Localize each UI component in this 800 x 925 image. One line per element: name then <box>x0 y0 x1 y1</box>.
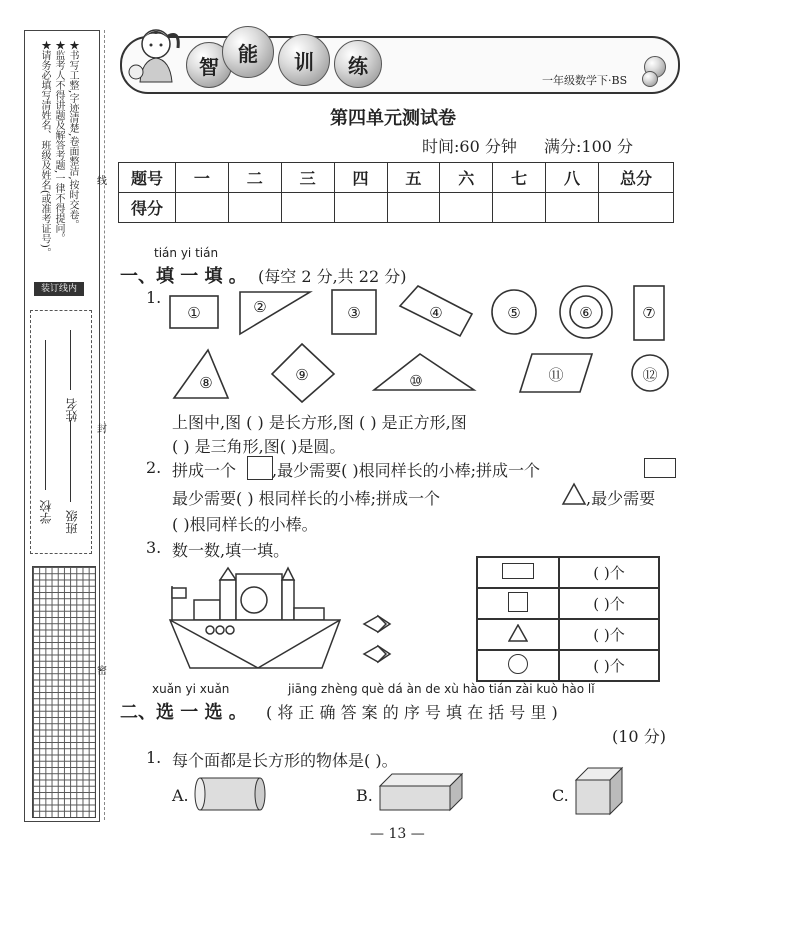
exam-note-2: ★监考人不得讲题及解答考题,一律不得提问。 <box>53 40 64 244</box>
count-answer-cell[interactable]: ( )个 <box>559 619 659 650</box>
s2-q1-text: 每个面都是长方形的物体是( )。 <box>172 751 398 770</box>
exam-note-3: ★书写工整,字迹清楚,卷面整洁,按时交卷。 <box>67 40 78 230</box>
q1-line-1: 上图中,图 ( ) 是长方形,图 ( ) 是正方形,图 <box>172 413 467 432</box>
q3-number: 3. <box>146 538 162 557</box>
score-header-cell: 七 <box>493 163 546 193</box>
score-cell[interactable] <box>493 193 546 223</box>
shape-label-2: ② <box>253 298 267 316</box>
section1-pinyin: tián yi tián <box>154 246 219 260</box>
square-icon <box>508 592 528 612</box>
shape-label-7: ⑦ <box>642 304 656 322</box>
cube-icon <box>574 766 624 816</box>
count-row-triangle <box>477 619 659 650</box>
square-icon <box>247 456 273 480</box>
score-cell[interactable] <box>176 193 229 223</box>
triangle-icon <box>508 624 528 642</box>
boat-illustration <box>164 562 404 674</box>
shape-label-10: ⑩ <box>409 372 423 390</box>
section2-points: (10 分) <box>612 727 666 746</box>
score-cell[interactable] <box>440 193 493 223</box>
shape-label-3: ③ <box>347 304 361 322</box>
score-header-cell: 一 <box>176 163 229 193</box>
score-cell[interactable] <box>599 193 674 223</box>
page-number: — 13 — <box>370 826 425 842</box>
count-answer-cell[interactable]: ( )个 <box>559 588 659 619</box>
q2-text-2: ,最少需要( )根同样长的小棒;拼成一个 <box>272 461 541 480</box>
score-header-cell: 六 <box>440 163 493 193</box>
score-header-cell: 三 <box>281 163 334 193</box>
shape-label-12: ⑫ <box>642 366 658 384</box>
score-cell[interactable] <box>281 193 334 223</box>
exam-note-1: ★请务必填写清姓名、班级及姓名(或准考证号)。 <box>39 40 50 258</box>
q2-text-3: 最少需要( ) 根同样长的小棒;拼成一个 <box>172 489 441 508</box>
q1-number: 1. <box>146 288 162 307</box>
count-row-circle <box>477 650 659 681</box>
s2-q1-number: 1. <box>146 748 162 767</box>
q2-number: 2. <box>146 458 162 477</box>
score-table-score-row <box>119 193 674 223</box>
class-field[interactable] <box>70 420 71 502</box>
shape-10-triangle <box>374 354 474 390</box>
shape-2-triangle <box>240 292 310 334</box>
score-header-cell: 四 <box>334 163 387 193</box>
score-table <box>118 162 674 223</box>
shape-label-11: ⑪ <box>548 366 564 384</box>
section2-heading: 二、选 一 选 。 <box>120 702 247 723</box>
q2-text-5: ( )根同样长的小棒。 <box>172 515 318 534</box>
count-shape-cell <box>477 650 559 681</box>
section2-pinyin-b: jiāng zhèng què dá àn de xù hào tián zài kuò hào lǐ <box>288 682 595 696</box>
score-header-cell: 题号 <box>119 163 176 193</box>
option-a-label[interactable]: A. <box>172 786 189 805</box>
triangle-icon <box>561 482 587 506</box>
count-shape-cell <box>477 588 559 619</box>
rectangle-icon <box>502 563 534 579</box>
banner-char-1: 智 <box>186 42 232 88</box>
score-header-cell: 八 <box>546 163 599 193</box>
shapes-figure <box>160 282 680 408</box>
girl-illustration <box>122 22 186 92</box>
count-answer-cell[interactable]: ( )个 <box>559 650 659 681</box>
school-label: 学校 <box>39 500 53 524</box>
school-field[interactable] <box>45 340 46 490</box>
option-c-label[interactable]: C. <box>552 786 569 805</box>
answer-grid <box>32 566 96 818</box>
count-shape-cell <box>477 619 559 650</box>
count-row-rectangle <box>477 557 659 588</box>
count-shape-cell <box>477 557 559 588</box>
score-cell[interactable] <box>387 193 440 223</box>
q1-line-2: ( ) 是三角形,图( )是圆。 <box>172 437 346 456</box>
count-table <box>476 556 660 682</box>
count-row-square <box>477 588 659 619</box>
section2-pinyin-a: xuǎn yi xuǎn <box>152 682 230 696</box>
score-header-cell: 二 <box>228 163 281 193</box>
name-label: 姓名 <box>65 398 79 422</box>
rectangle-icon <box>644 458 676 478</box>
score-cell[interactable] <box>228 193 281 223</box>
score-cell[interactable] <box>334 193 387 223</box>
score-cell[interactable] <box>546 193 599 223</box>
score-row-label: 得分 <box>119 193 176 223</box>
grade-label: 一年级数学下·BS <box>542 74 628 87</box>
exam-title: 第四单元测试卷 <box>330 108 456 129</box>
banner-char-4: 练 <box>334 40 382 88</box>
score-table-header-row <box>119 163 674 193</box>
cylinder-icon <box>194 774 268 814</box>
shape-label-4: ④ <box>429 304 443 322</box>
time-limit: 时间:60 分钟 <box>422 137 517 156</box>
binding-badge: 装订线内 <box>34 282 84 296</box>
q2-text-1: 拼成一个 <box>172 461 237 480</box>
shape-label-5: ⑤ <box>507 304 521 322</box>
score-header-cell: 五 <box>387 163 440 193</box>
shape-label-8: ⑧ <box>199 374 213 392</box>
section1-heading: 一、填 一 填 。 <box>120 266 247 287</box>
count-answer-cell[interactable]: ( )个 <box>559 557 659 588</box>
full-score: 满分:100 分 <box>544 137 634 156</box>
cuboid-icon <box>378 772 464 812</box>
shape-label-9: ⑨ <box>295 366 309 384</box>
section1-points: (每空 2 分,共 22 分) <box>258 267 407 286</box>
circle-icon <box>508 654 528 674</box>
q3-text: 数一数,填一填。 <box>172 541 290 560</box>
q2-text-4: ,最少需要 <box>586 489 656 508</box>
seal-mark-secret: 密 <box>97 666 107 677</box>
name-field[interactable] <box>70 330 71 390</box>
banner-char-3: 训 <box>278 34 330 86</box>
banner-dot-2 <box>642 71 658 87</box>
class-label: 班级 <box>65 510 79 534</box>
banner-char-2: 能 <box>222 26 274 78</box>
shape-label-1: ① <box>187 304 201 322</box>
shape-label-6: ⑥ <box>579 304 593 322</box>
seal-mark-line: 线 <box>97 176 107 187</box>
seal-mark-seal: 封 <box>97 424 107 435</box>
section2-instruction: ( 将 正 确 答 案 的 序 号 填 在 括 号 里 ) <box>266 703 558 722</box>
score-header-cell: 总分 <box>599 163 674 193</box>
option-b-label[interactable]: B. <box>356 786 373 805</box>
